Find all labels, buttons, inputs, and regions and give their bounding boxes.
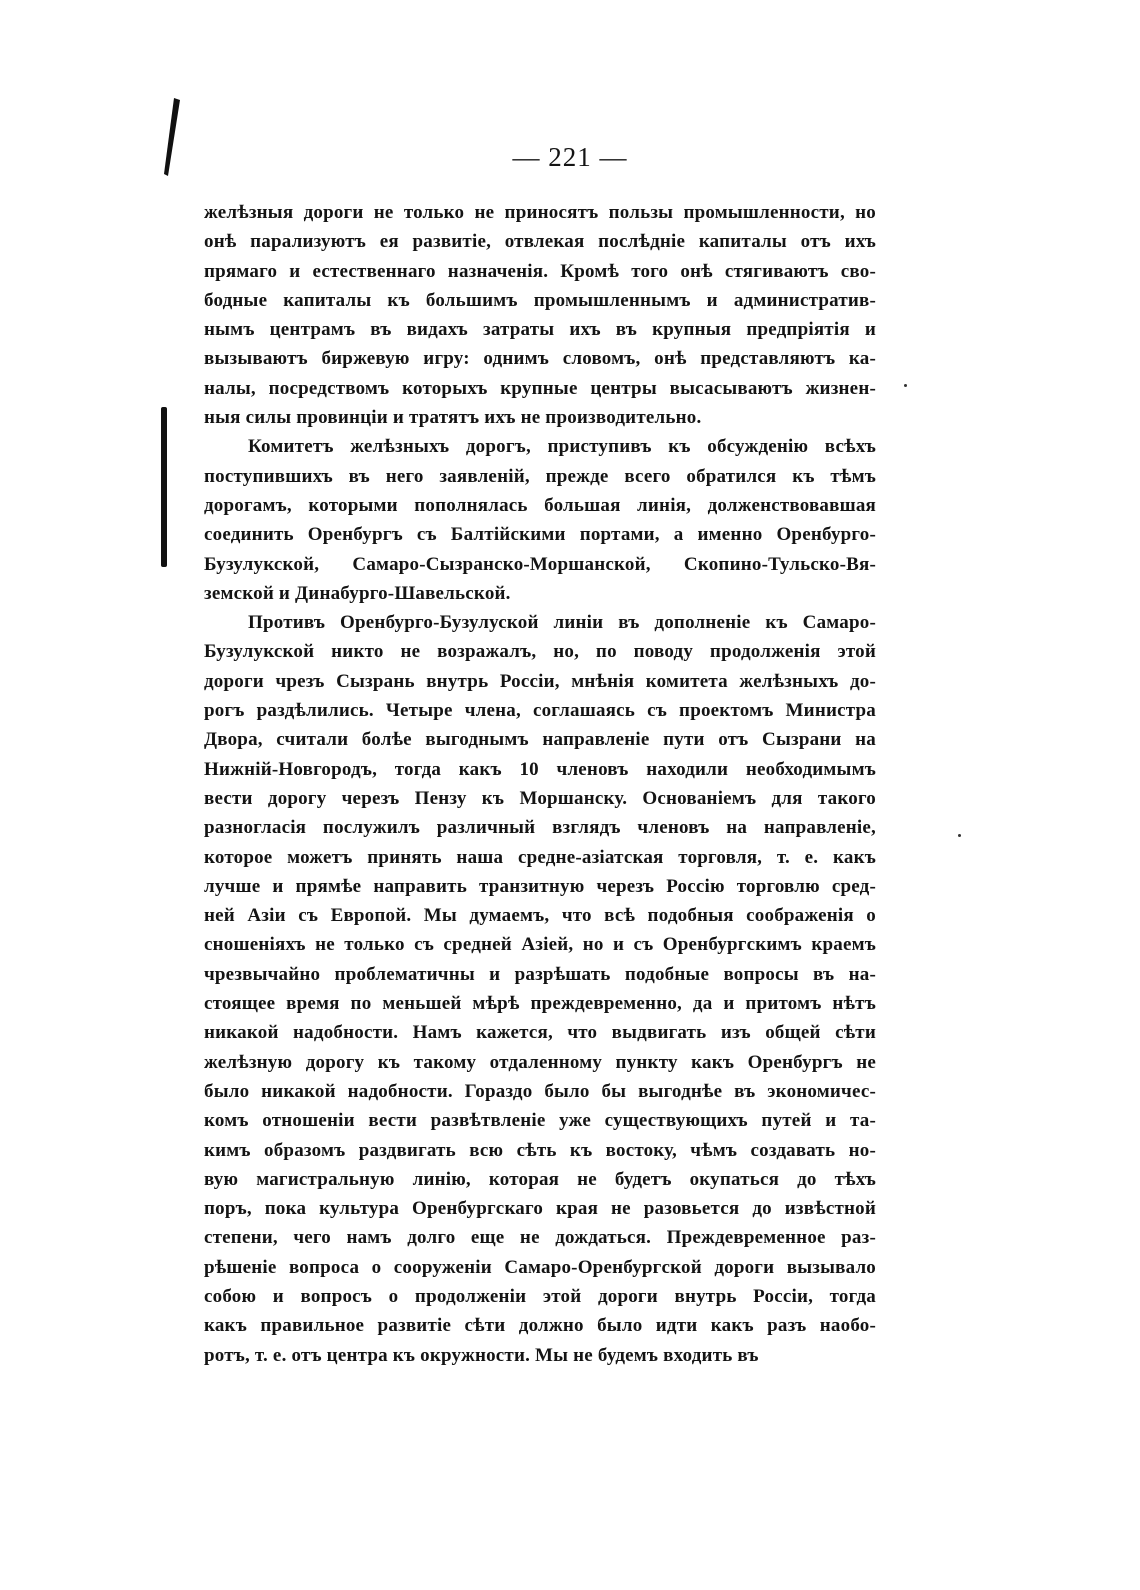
text-line: лучше и прямѣе направить транзитную черезъ Россію торговлю сред- — [204, 875, 876, 897]
text-line: было никакой надобности. Гораздо было бы выгоднѣе въ экономичес- — [204, 1080, 876, 1102]
text-line: комъ отношеніи вести развѣтвленіе уже существующихъ путей и та- — [204, 1110, 876, 1132]
text-line: Двора, считали болѣе выгоднымъ направленіе пути отъ Сызрани на — [204, 729, 876, 751]
text-line: поступившихъ въ него заявленій, прежде всего обратился къ тѣмъ — [204, 465, 876, 487]
scan-speck — [958, 834, 961, 837]
text-line: кимъ образомъ раздвигать всю сѣть къ востоку, чѣмъ создавать но- — [204, 1139, 876, 1161]
text-line: какъ правильное развитіе сѣти должно было идти какъ разъ наобо- — [204, 1315, 876, 1337]
text-line: желѣзную дорогу къ такому отдаленному пункту какъ Оренбургъ не — [204, 1051, 876, 1073]
text-line: налы, посредствомъ которыхъ крупные центры высасываютъ жизнен- — [204, 377, 876, 399]
text-line: Нижній-Новгородъ, тогда какъ 10 членовъ находили необходимымъ — [204, 758, 876, 780]
text-line: поръ, пока культура Оренбургскаго края не разовьется до извѣстной — [204, 1198, 876, 1220]
text-line: Противъ Оренбурго-Бузулуской линіи въ дополненіе къ Самаро- — [248, 612, 876, 634]
text-line: прямаго и естественнаго назначенія. Кромѣ того онѣ стягиваютъ сво- — [204, 260, 876, 282]
text-line: Бузулукской, Самаро-Сызранско-Моршанской, Скопино-Тульско-Вя- — [204, 553, 876, 575]
text-line: ней Азіи съ Европой. Мы думаемъ, что всѣ подобныя соображенія о — [204, 905, 876, 927]
paragraph — [204, 432, 876, 608]
text-line: собою и вопросъ о продолженіи этой дороги внутрь Россіи, тогда — [204, 1285, 876, 1307]
text-line: ныя силы провинціи и тратятъ ихъ не производительно. — [204, 407, 702, 429]
text-line: вую магистральную линію, которая не будетъ окупаться до тѣхъ — [204, 1168, 876, 1190]
text-line: онѣ парализуютъ ея развитіе, отвлекая послѣдніе капиталы отъ ихъ — [204, 231, 876, 253]
page-number: — 221 — — [512, 142, 628, 172]
text-line: рѣшеніе вопроса о сооруженіи Самаро-Оренбургской дороги вызывало — [204, 1256, 876, 1278]
text-line: бодные капиталы къ большимъ промышленнымъ и административ- — [204, 289, 876, 311]
text-line: разногласія послужилъ различный взглядъ членовъ на направленіе, — [204, 817, 876, 839]
text-line: Комитетъ желѣзныхъ дорогъ, приступивъ къ обсужденію всѣхъ — [248, 436, 876, 458]
text-line: вызываютъ биржевую игру: однимъ словомъ, онѣ представляютъ ка- — [204, 348, 876, 370]
text-line: которое можетъ принять наша средне-азіатская торговля, т. е. какъ — [204, 846, 876, 868]
scan-speck — [904, 384, 907, 387]
text-line: желѣзныя дороги не только не приносятъ пользы промышленности, но — [204, 202, 876, 223]
scan-edge-mark — [161, 407, 167, 567]
text-line: соединить Оренбургъ съ Балтійскими портами, а именно Оренбурго- — [204, 524, 876, 546]
text-line: степени, чего намъ долго еще не дождаться. Преждевременное раз- — [204, 1227, 876, 1249]
text-line: чрезвычайно проблематичны и разрѣшать подобные вопросы въ на- — [204, 963, 876, 985]
text-line: вести дорогу черезъ Пензу къ Моршанску. Основаніемъ для такого — [204, 787, 876, 809]
text-line: дорогамъ, которыми пополнялась большая линія, долженствовавшая — [204, 494, 876, 516]
text-line: никакой надобности. Намъ кажется, что выдвигать изъ общей сѣти — [204, 1022, 876, 1044]
text-line: ротъ, т. е. отъ центра къ окружности. Мы не будемъ входить въ — [204, 1344, 759, 1366]
text-line: стоящее время по меньшей мѣрѣ преждевременно, да и притомъ нѣтъ — [204, 993, 876, 1015]
text-line: дороги чрезъ Сызрань внутрь Россіи, мнѣнія комитета желѣзныхъ до- — [204, 670, 876, 692]
text-line: сношеніяхъ не только съ средней Азіей, но и съ Оренбургскимъ краемъ — [204, 934, 876, 956]
text-line: земской и Динабурго-Шавельской. — [204, 582, 511, 604]
paragraph — [204, 608, 876, 1370]
text-line: рогъ раздѣлились. Четыре члена, соглашаясь съ проектомъ Министра — [204, 700, 876, 722]
text-line: Бузулукской никто не возражалъ, но, по поводу продолженія этой — [204, 641, 876, 663]
text-line: нымъ центрамъ въ видахъ затраты ихъ въ крупныя предпріятія и — [204, 319, 876, 341]
body-text — [204, 198, 876, 1370]
paragraph — [204, 198, 876, 432]
